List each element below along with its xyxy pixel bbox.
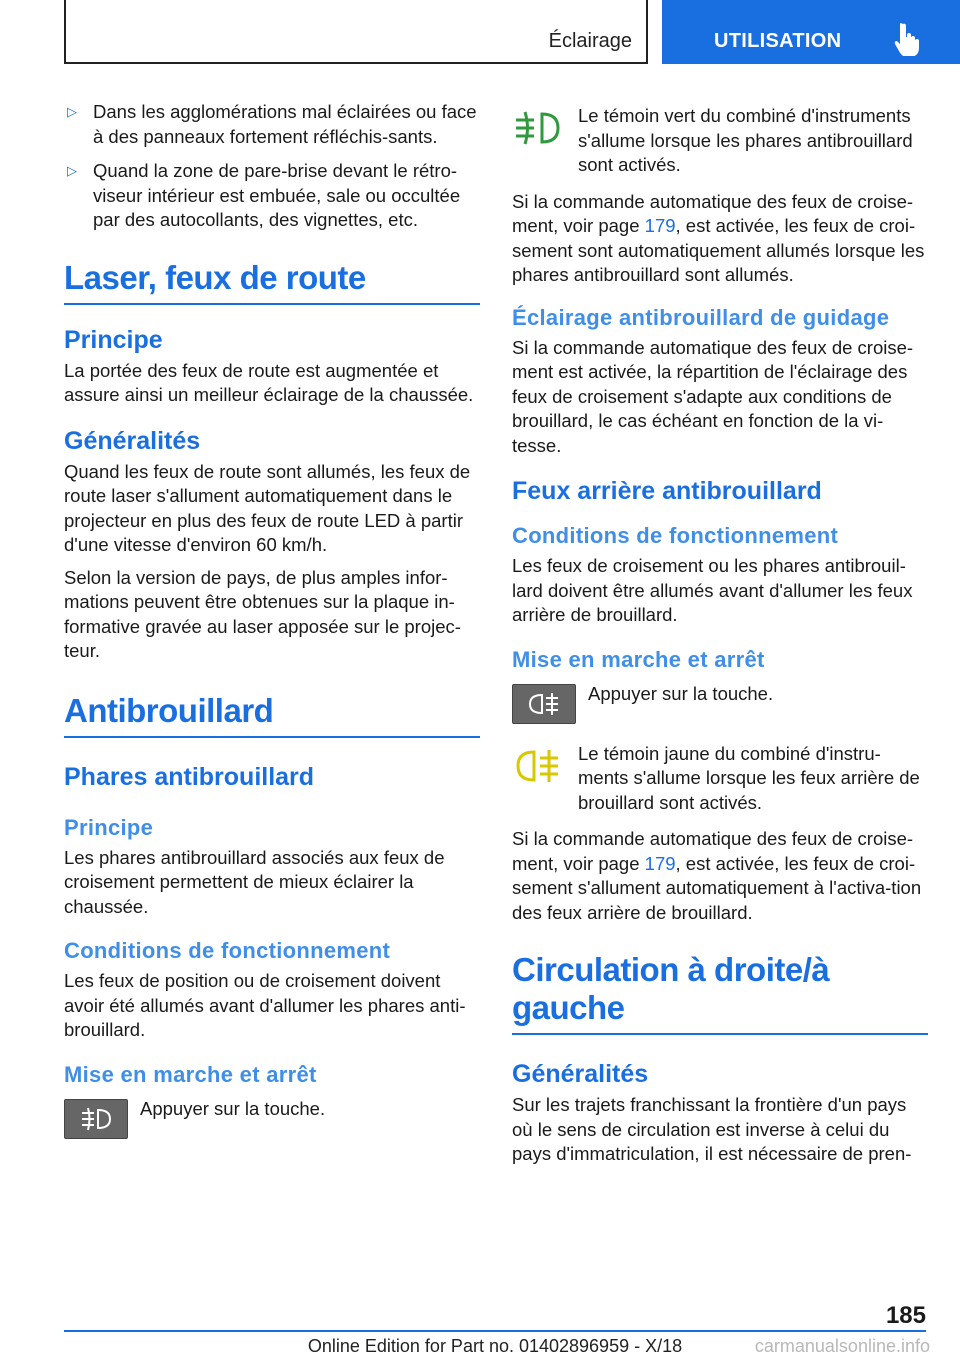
front-fog-indicator-icon <box>512 108 564 148</box>
auto-2-text <box>512 827 928 925</box>
conditions-2-text: Les feux de croisement ou les phares antibrouil-lard doivent être allumés avant d'allumer les feux arrière de brouillard. <box>512 555 913 625</box>
chapter-tab[interactable] <box>662 0 960 64</box>
list-item <box>64 159 480 233</box>
pointing-hand-icon <box>894 22 922 56</box>
green-indicator-image <box>512 104 574 152</box>
auto-2-text-a: Si la commande automatique des feux de croise-ment, voir page <box>512 828 914 874</box>
marche-2-text: Appuyer sur la touche. <box>588 682 774 704</box>
heading-marche-arret-2: Mise en marche et arrêt <box>512 646 765 672</box>
generalites-text-1: Quand les feux de route sont allumés, les feux de route laser s'allument automatiquement dans le projecteur en plus des feux de route LED à partir d'une vitesse d'environ 60 km/h. <box>64 460 471 555</box>
heading-phares-antibrouillard: Phares antibrouillard <box>64 762 315 791</box>
guidage-text: Si la commande automatique des feux de croise-ment est activée, la répartition de l'éclairage des feux de croisement s'adapte aux conditions de brouillard, le cas échéant en fonction de la vi-tesse. <box>512 336 914 456</box>
heading-guidage: Éclairage antibrouillard de guidage <box>512 304 890 330</box>
bullet-text: Dans les agglomérations mal éclairées ou face à des panneaux fortement réfléchis-sants. <box>93 101 477 147</box>
heading-conditions-2: Conditions de fonctionnement <box>512 523 839 548</box>
page-link-179[interactable]: 179 <box>644 215 676 236</box>
auto-text <box>512 190 928 288</box>
generalites-text-2: Selon la version de pays, de plus amples infor-mations peuvent être obtenues sur la plaque in-formative gravée au laser apposée sur le projec-teur. <box>64 566 461 661</box>
chapter-title: UTILISATION <box>714 30 842 52</box>
section-title: Éclairage <box>548 30 632 52</box>
marche-text: Appuyer sur la touche. <box>140 1097 326 1119</box>
heading-antibrouillard: Antibrouillard <box>64 692 480 738</box>
heading-principe: Principe <box>64 325 163 354</box>
left-column <box>64 100 480 1149</box>
conditions-text: Les feux de position ou de croisement doivent avoir été allumés avant d'allumer les phares anti-brouillard. <box>64 970 466 1040</box>
heading-laser: Laser, feux de route <box>64 259 480 305</box>
front-fog-button-image <box>64 1099 128 1139</box>
button-row <box>64 1097 480 1139</box>
rear-fog-indicator-icon <box>512 746 564 786</box>
heading-feux-arriere: Feux arrière antibrouillard <box>512 477 822 505</box>
heading-generalites-2: Généralités <box>512 1060 649 1088</box>
triangle-bullet-icon: ▷ <box>67 104 77 119</box>
yellow-indicator-row <box>512 742 928 816</box>
page-number: 185 <box>885 1302 926 1329</box>
footer-divider <box>64 1330 926 1332</box>
watermark: carmanualsonline.info <box>754 1336 930 1356</box>
rear-fog-button-image <box>512 684 576 724</box>
edition-text: Online Edition for Part no. 01402896959 - X/18 <box>307 1336 683 1356</box>
heading-generalites: Généralités <box>64 426 201 455</box>
triangle-bullet-icon: ▷ <box>67 163 77 178</box>
header-section-box <box>64 0 648 64</box>
generalites-2-text: Sur les trajets franchissant la frontière d'un pays où le sens de circulation est inverse à celui du pays d'immatriculation, il est nécessaire de pren- <box>512 1094 912 1164</box>
rear-fog-light-icon <box>526 691 562 717</box>
auto-text-a: Si la commande automatique des feux de croise-ment, voir page <box>512 190 914 236</box>
front-fog-light-icon <box>78 1106 114 1132</box>
green-indicator-row <box>512 104 928 178</box>
list-item <box>64 100 480 149</box>
principe-text: La portée des feux de route est augmentée et assure ainsi un meilleur éclairage de la chaussée. <box>64 359 474 405</box>
temoin-vert-text: Le témoin vert du combiné d'instruments s'allume lorsque les phares antibrouillard sont activés. <box>578 105 913 175</box>
heading-conditions: Conditions de fonctionnement <box>64 938 391 963</box>
heading-circulation: Circulation à droite/à gauche <box>512 951 928 1035</box>
heading-principe-2: Principe <box>64 814 154 840</box>
auto-2-text-b: , est activée, les feux de croi-sement s'allument automatiquement à l'activa-tion des feux arrière de brouillard. <box>512 852 922 923</box>
heading-marche-arret: Mise en marche et arrêt <box>64 1061 317 1087</box>
auto-text-b: , est activée, les feux de croi-sement sont automatiquement allumés lorsque les phares antibrouillard sont allumés. <box>512 215 925 285</box>
yellow-indicator-image <box>512 742 574 790</box>
bullet-text: Quand la zone de pare-brise devant le rétro-viseur intérieur est embuée, sale ou occultée par des autocollants, des vignettes, etc. <box>93 160 461 230</box>
button-row-2 <box>512 682 928 724</box>
right-column <box>512 104 928 1175</box>
temoin-jaune-text: Le témoin jaune du combiné d'instru-ments s'allume lorsque les feux arrière de brouillard sont activés. <box>578 742 920 813</box>
page-link-179-2[interactable]: 179 <box>644 852 676 874</box>
principe-2-text: Les phares antibrouillard associés aux feux de croisement permettent de mieux éclairer la chaussée. <box>64 846 445 917</box>
